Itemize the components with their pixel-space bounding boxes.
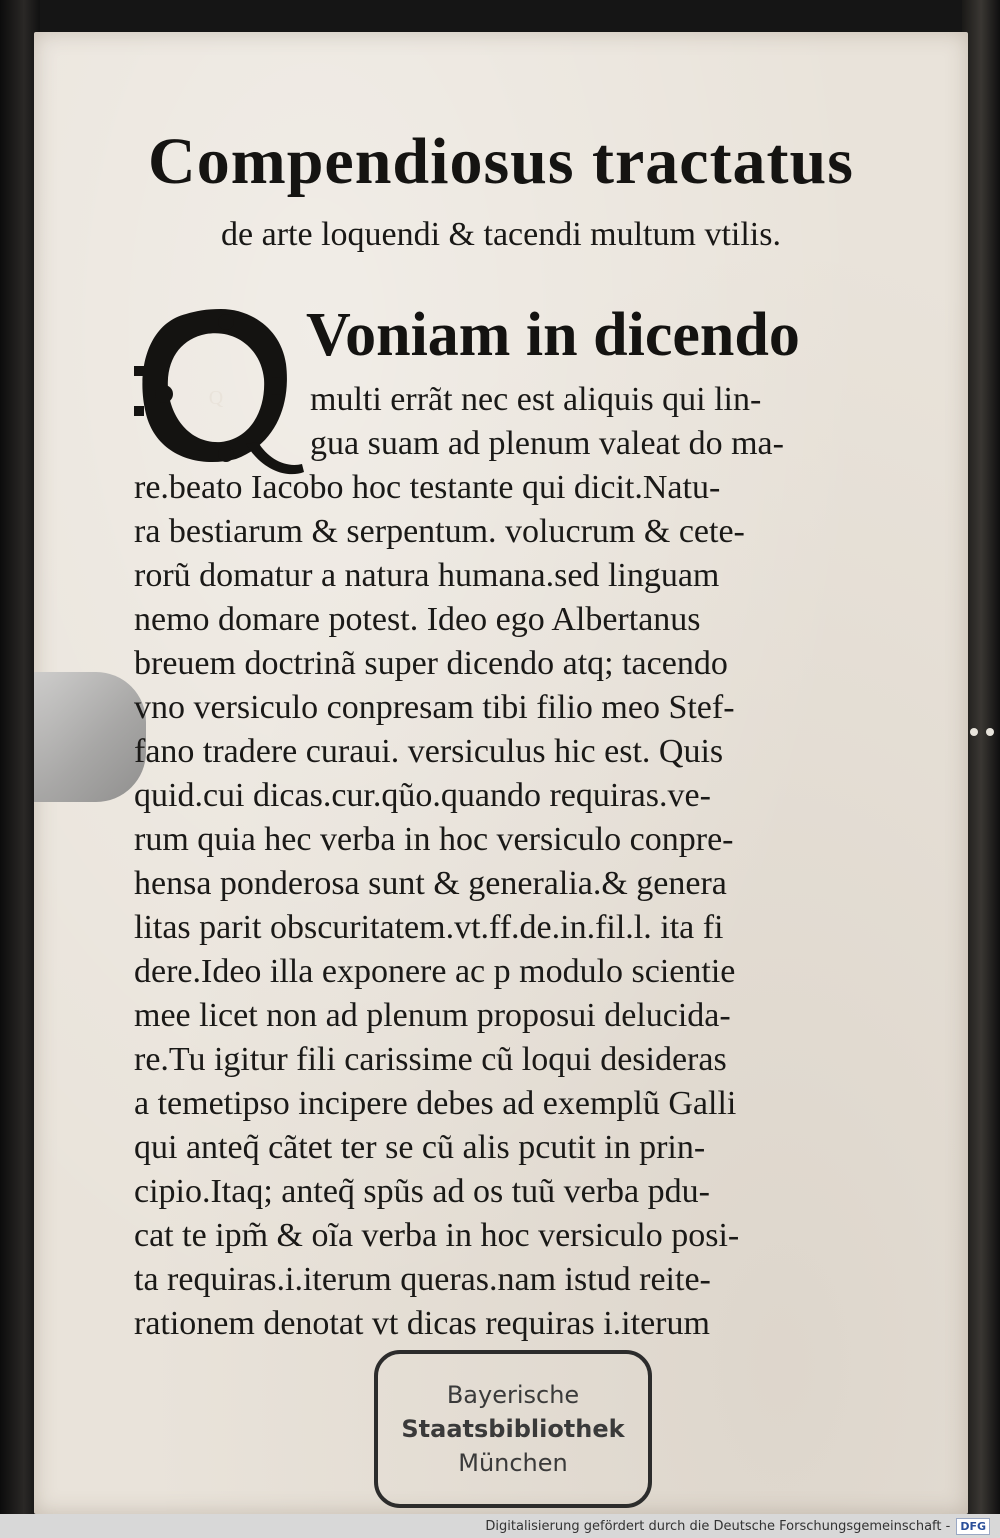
margin-dots (968, 722, 998, 742)
page-clip (34, 672, 146, 802)
text-line: vno versiculo conpresam tibi filio meo Stef- (134, 689, 735, 726)
stamp-line: München (458, 1449, 568, 1477)
footer-bar (0, 1514, 1000, 1538)
book-page (34, 32, 968, 1514)
text-line: litas parit obscuritatem.vt.ff.de.in.fil.l. ita fi (134, 909, 724, 946)
initial-letter: Q (208, 387, 224, 409)
text-line: dere.Ideo illa exponere ac p modulo scientie (134, 953, 736, 990)
text-line: hensa ponderosa sunt & generalia.& genera (134, 865, 727, 902)
text-line: quid.cui dicas.cur.qũo.quando requiras.ve- (134, 777, 711, 814)
text-line: cipio.Itaq; anteq̃ spũs ad os tuũ verba pdu- (134, 1173, 710, 1210)
dfg-logo-icon: DFG (956, 1518, 990, 1535)
text-line: re.Tu igitur fili carissime cũ loqui desideras (134, 1041, 727, 1078)
text-line: ta requiras.i.iterum queras.nam istud reite- (134, 1261, 711, 1298)
stamp-line: Staatsbibliothek (401, 1415, 625, 1443)
page-subtitle: de arte loquendi & tacendi multum vtilis. (221, 216, 781, 253)
text-line: cat te ipm̃ & oĩa verba in hoc versiculo posi- (134, 1217, 740, 1254)
text-line: rorũ domatur a natura humana.sed linguam (134, 557, 720, 594)
text-line: qui anteq̃ cãtet ter se cũ alis pcutit in prin- (134, 1129, 706, 1166)
text-line: ra bestiarum & serpentum. volucrum & cete- (134, 513, 745, 550)
text-line: fano tradere curaui. versiculus hic est. Quis (134, 733, 724, 770)
text-line: nemo domare potest. Ideo ego Albertanus (134, 601, 701, 638)
text-line: rationem denotat vt dicas requiras i.iterum (134, 1305, 710, 1342)
footer-credit: Digitalisierung gefördert durch die Deutsche Forschungsgemeinschaft - (485, 1518, 951, 1534)
body-text (134, 378, 934, 1346)
text-line: multi errãt nec est aliquis qui lin- (310, 381, 762, 418)
text-line: re.beato Iacobo hoc testante qui dicit.Natu- (134, 469, 721, 506)
opening-word: Voniam in dicendo (306, 301, 800, 369)
library-stamp (374, 1350, 652, 1508)
text-line: mee licet non ad plenum proposui delucida- (134, 997, 731, 1034)
text-line: rum quia hec verba in hoc versiculo conpre- (134, 821, 734, 858)
text-line: a temetipso incipere debes ad exemplũ Galli (134, 1085, 737, 1122)
stamp-line: Bayerische (446, 1381, 580, 1409)
page-title: Compendiosus tractatus (148, 125, 854, 198)
text-line: gua suam ad plenum valeat do ma- (310, 425, 784, 462)
text-line: breuem doctrinã super dicendo atq; tacendo (134, 645, 728, 682)
